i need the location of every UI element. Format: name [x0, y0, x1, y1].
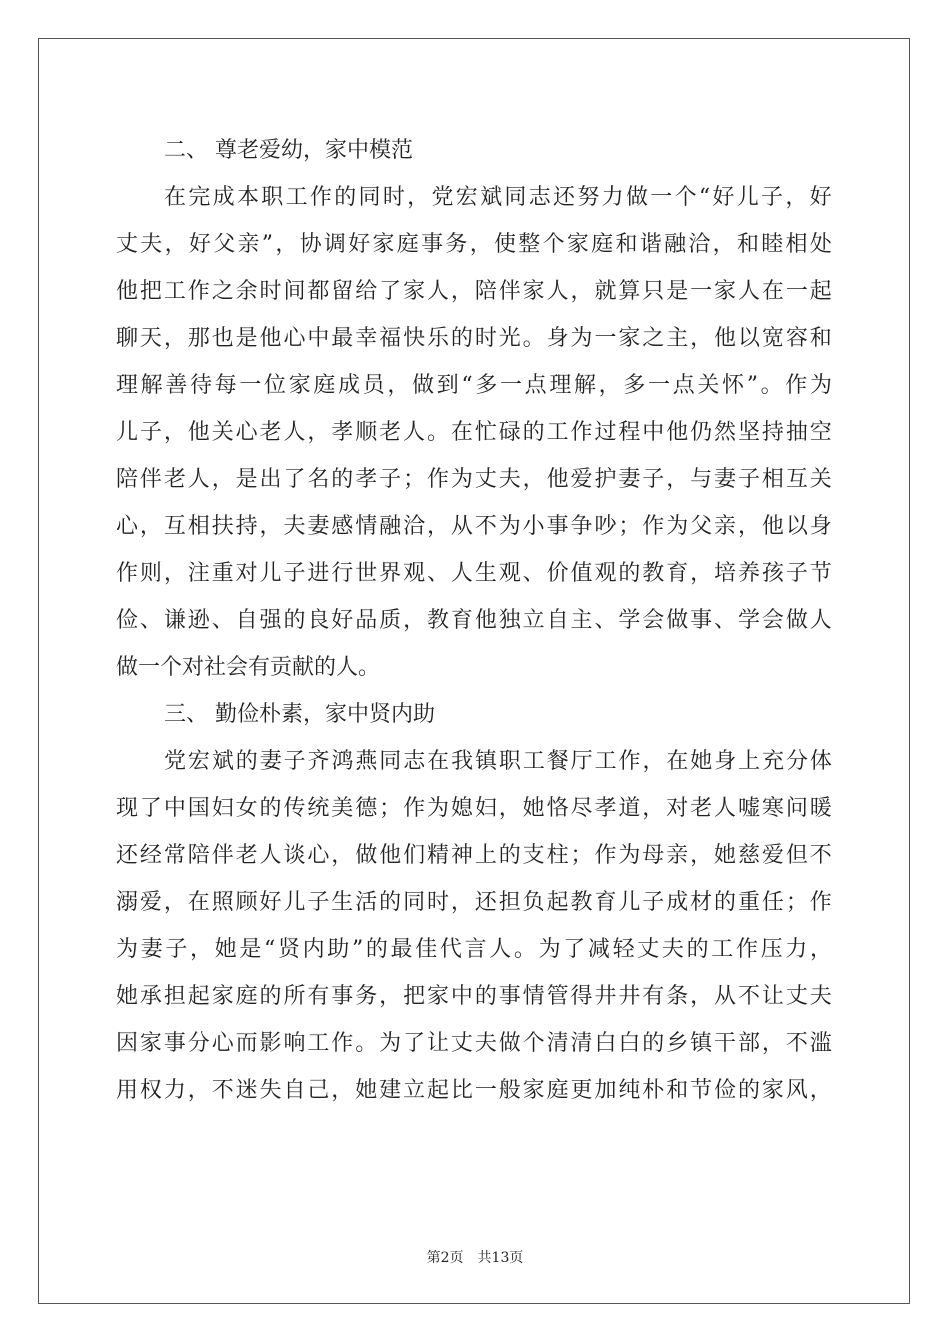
section-2-paragraph — [116, 174, 832, 691]
page-number-footer: 第2页 共13页 — [426, 1250, 524, 1266]
text-line: 在 完 成 本 职 工 作 的 同 时 ， 党 宏 斌 同 志 还 努 力 做 一 个 “ 好 儿 子 ， 好 — [164, 185, 832, 210]
section-heading-3: 三、 勤俭朴素，家中贤内助 — [164, 702, 435, 727]
text-line: 溺 爱 ， 在 照 顾 好 儿 子 生 活 的 同 时 ， 还 担 负 起 教 育 儿 子 成 材 的 重 任 ； 作 — [116, 890, 832, 915]
section-heading-2: 二、 尊老爱幼，家中模范 — [164, 138, 413, 163]
text-line: 还 经 常 陪 伴 老 人 谈 心 ， 做 他 们 精 神 上 的 支 柱 ； 作 为 母 亲 ， 她 慈 爱 但 不 — [116, 843, 832, 868]
text-line: 理 解 善 待 每 一 位 家 庭 成 员 ， 做 到 “ 多 一 点 理 解 ， 多 一 点 关 怀 ” 。 作 为 — [116, 373, 832, 398]
text-line: 俭 、 谦 逊 、 自 强 的 良 好 品 质 ， 教 育 他 独 立 自 主 、 学 会 做 事 、 学 会 做 人 — [116, 608, 832, 633]
text-line: 做一个对社会有贡献的人。 — [116, 655, 381, 680]
section-3-paragraph — [116, 738, 832, 1114]
text-line: 作 则 ， 注 重 对 儿 子 进 行 世 界 观 、 人 生 观 、 价 值 观 的 教 育 ， 培 养 孩 子 节 — [116, 561, 832, 586]
text-line: 聊 天 ， 那 也 是 他 心 中 最 幸 福 快 乐 的 时 光 。 身 为 一 家 之 主 ， 他 以 宽 容 和 — [116, 326, 832, 351]
text-line: 她 承 担 起 家 庭 的 所 有 事 务 ， 把 家 中 的 事 情 管 得 井 井 有 条 ， 从 不 让 丈 夫 — [116, 984, 832, 1009]
text-line: 现 了 中 国 妇 女 的 传 统 美 德 ； 作 为 媳 妇 ， 她 恪 尽 孝 道 ， 对 老 人 嘘 寒 问 暖 — [116, 796, 832, 821]
text-line: 心 ， 互 相 扶 持 ， 夫 妻 感 情 融 洽 ， 从 不 为 小 事 争 吵 ； 作 为 父 亲 ， 他 以 身 — [116, 514, 832, 539]
text-line: 儿 子 ， 他 关 心 老 人 ， 孝 顺 老 人 。 在 忙 碌 的 工 作 过 程 中 他 仍 然 坚 持 抽 空 — [116, 420, 832, 445]
text-line: 丈 夫 ， 好 父 亲 ” ， 协 调 好 家 庭 事 务 ， 使 整 个 家 庭 和 谐 融 洽 ， 和 睦 相 处 — [116, 232, 832, 257]
text-line: 因 家 事 分 心 而 影 响 工 作 。 为 了 让 丈 夫 做 个 清 清 白 白 的 乡 镇 干 部 ， 不 滥 — [116, 1031, 832, 1056]
text-line: 陪 伴 老 人 ， 是 出 了 名 的 孝 子 ； 作 为 丈 夫 ， 他 爱 护 妻 子 ， 与 妻 子 相 互 关 — [116, 467, 832, 492]
text-line: 党 宏 斌 的 妻 子 齐 鸿 燕 同 志 在 我 镇 职 工 餐 厅 工 作 ， 在 她 身 上 充 分 体 — [164, 749, 832, 774]
text-line: 他 把 工 作 之 余 时 间 都 留 给 了 家 人 ， 陪 伴 家 人 ， 就 算 只 是 一 家 人 在 一 起 — [116, 279, 832, 304]
text-line: 用 权 力 ， 不 迷 失 自 己 ， 她 建 立 起 比 一 般 家 庭 更 加 纯 朴 和 节 俭 的 家 风 ， — [116, 1078, 832, 1103]
document-body — [116, 127, 832, 1114]
text-line: 为 妻 子 ， 她 是 “ 贤 内 助 ” 的 最 佳 代 言 人 。 为 了 减 轻 丈 夫 的 工 作 压 力 ， — [116, 937, 832, 962]
